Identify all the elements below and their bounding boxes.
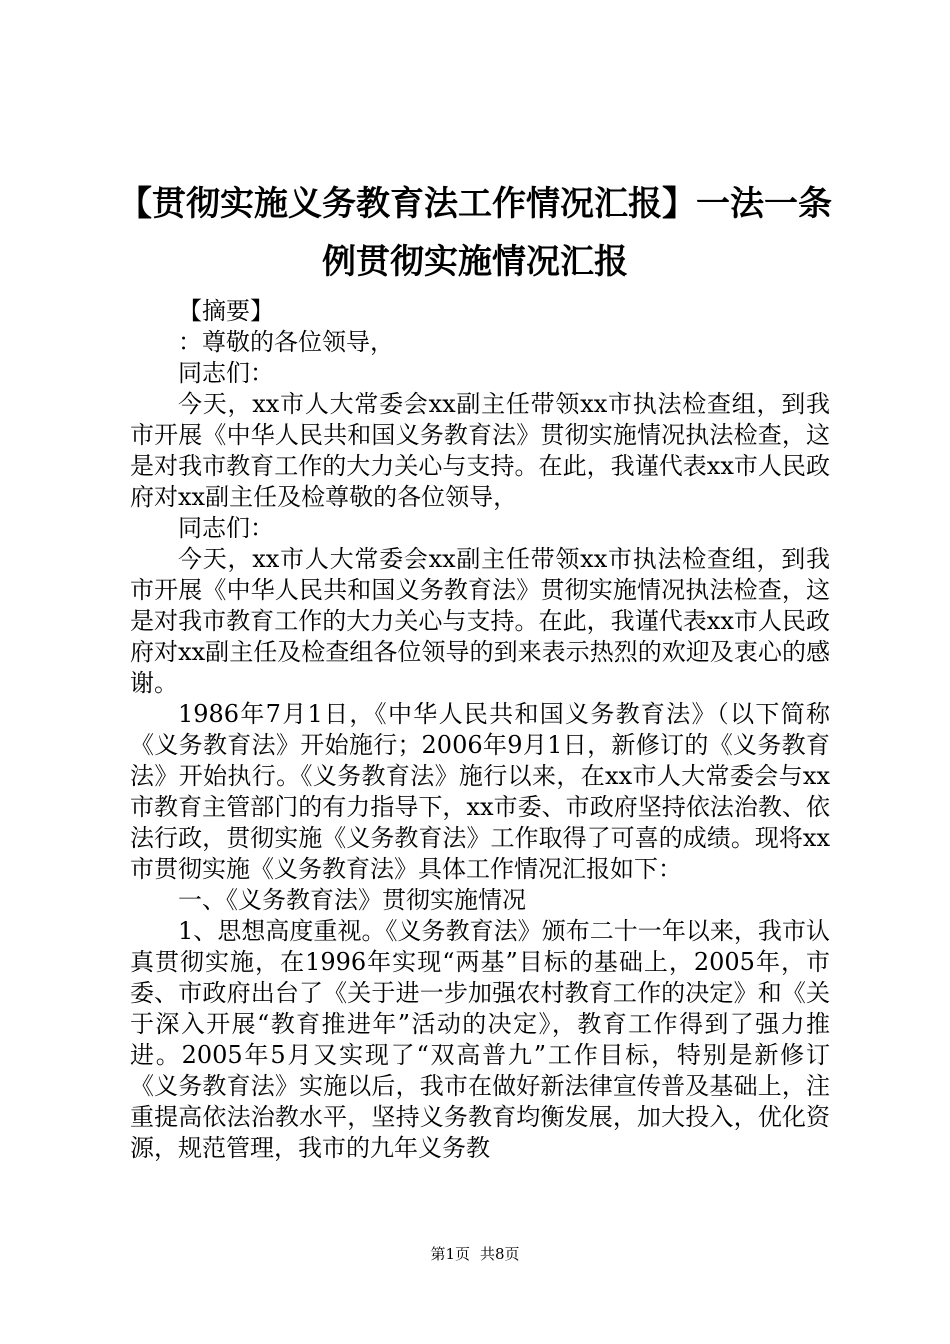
paragraph-salutation: ：尊敬的各位领导，: [178, 328, 394, 356]
page-footer: [0, 1243, 950, 1264]
paragraph: 今天，xx市人大常委会xx副主任带领xx市执法检查组，到我市开展《中华人民共和国义务教育法》贯彻实施情况执法检查，这是对我市教育工作的大力关心与支持。在此，我谨代表xx市人民政府对xx副主任及检尊敬的各位领导，: [130, 390, 830, 511]
paragraph: 1986年7月1日，《中华人民共和国义务教育法》（以下简称《义务教育法》开始施行；2006年9月1日，新修订的《义务教育法》开始执行。《义务教育法》施行以来，在xx市人大常委会与xx市教育主管部门的有力指导下，xx市委、市政府坚持依法治教、依法行政，贯彻实施《义务教育法》工作取得了可喜的成绩。现将xx市贯彻实施《义务教育法》具体工作情况汇报如下：: [130, 700, 830, 883]
paragraph: 今天，xx市人大常委会xx副主任带领xx市执法检查组，到我市开展《中华人民共和国义务教育法》贯彻实施情况执法检查，这是对我市教育工作的大力关心与支持。在此，我谨代表xx市人民政府对xx副主任及检查组各位领导的到来表示热烈的欢迎及衷心的感谢。: [130, 545, 830, 697]
document-body: [130, 296, 830, 1164]
paragraph-comrades: 同志们：: [178, 359, 274, 387]
section-heading: 一、《义务教育法》贯彻实施情况: [178, 886, 526, 914]
page-number: 第1页: [430, 1245, 470, 1263]
paragraph: 1、思想高度重视。《义务教育法》颁布二十一年以来，我市认真贯彻实施，在1996年实现“两基”目标的基础上，2005年，市委、市政府出台了《关于进一步加强农村教育工作的决定》和《关于深入开展“教育推进年”活动的决定》，教育工作得到了强力推进。2005年5月又实现了“双高普九”工作目标，特别是新修订《义务教育法》实施以后，我市在做好新法律宣传普及基础上，注重提高依法治教水平，坚持义务教育均衡发展，加大投入，优化资源，规范管理，我市的九年义务教: [130, 917, 830, 1162]
page-total: 共8页: [480, 1245, 520, 1263]
paragraph-abstract-heading: 【摘要】: [178, 297, 274, 325]
paragraph-comrades: 同志们：: [178, 514, 274, 542]
document-title: 【贯彻实施义务教育法工作情况汇报】一法一条例贯彻实施情况汇报: [118, 184, 832, 282]
